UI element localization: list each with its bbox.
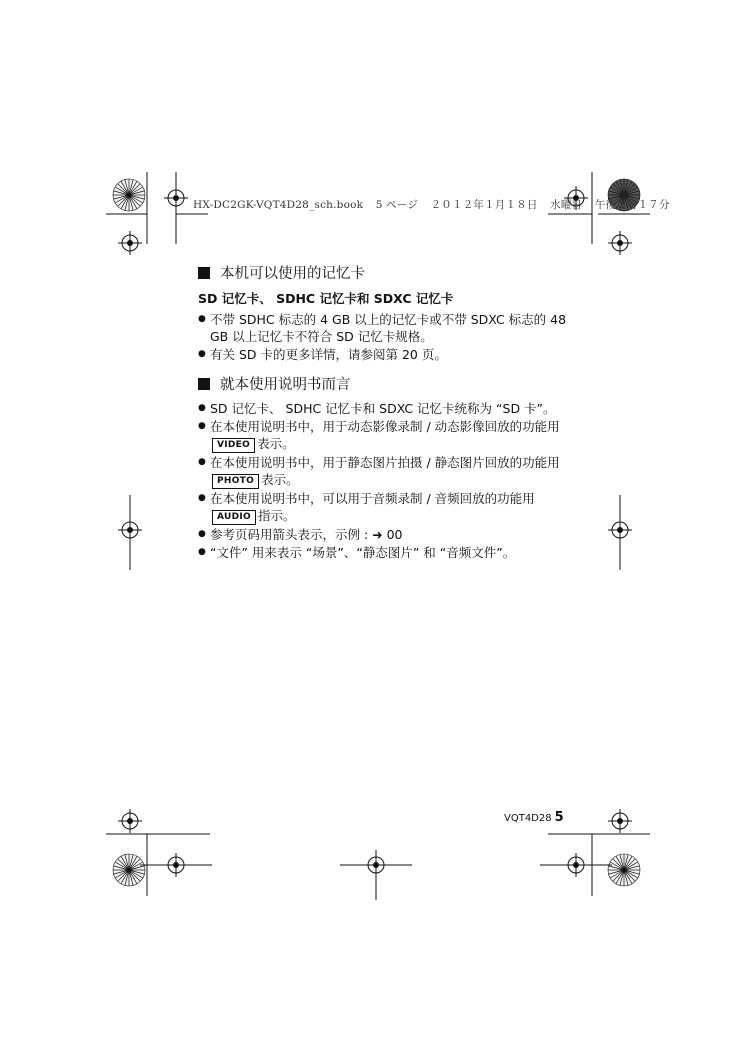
item-tail: 表示。	[261, 472, 299, 487]
heading-text: 就本使用说明书而言	[220, 377, 351, 393]
page-number: 5	[554, 810, 564, 825]
section-heading-cards	[198, 262, 568, 283]
list-item: ● 不带 SDHC 标志的 4 GB 以上的记忆卡或不带 SDXC 标志的 48 GB 以上记忆卡不符合 SD 记忆卡规格。	[198, 311, 568, 345]
page-folio	[504, 810, 564, 825]
list-item: ● 有关 SD 卡的更多详情，请参阅第 20 页。	[198, 346, 568, 363]
slug-time: 午後２時１７分	[594, 199, 670, 211]
slug-date: ２０１２年１月１８日	[430, 199, 538, 211]
card-types-subheading: SD 记忆卡、 SDHC 记忆卡和 SDXC 记忆卡	[198, 291, 454, 306]
slug-weekday: 水曜日	[550, 199, 583, 211]
page-content	[198, 262, 568, 562]
list-item: ● 参考页码用箭头表示，示例 : ➜ 00	[198, 526, 568, 543]
item-tail: 指示。	[257, 508, 296, 523]
doc-code: VQT4D28	[504, 813, 552, 824]
section-heading-manual	[198, 373, 568, 394]
list-item	[198, 418, 568, 453]
slug-file: HX-DC2GK-VQT4D28_sch.book	[193, 199, 364, 211]
heading-text: 本机可以使用的记忆卡	[220, 266, 365, 282]
audio-badge-icon: AUDIO	[212, 510, 256, 525]
video-badge-icon: VIDEO	[212, 438, 255, 453]
list-item: ● SD 记忆卡、 SDHC 记忆卡和 SDXC 记忆卡统称为 “SD 卡”。	[198, 400, 568, 417]
slug-page: 5 ページ	[375, 199, 419, 211]
item-text: 在本使用说明书中，用于静态图片拍摄 / 静态图片回放的功能用	[210, 455, 560, 470]
list-item	[198, 454, 568, 489]
item-text: 在本使用说明书中，用于动态影像录制 / 动态影像回放的功能用	[210, 419, 560, 434]
photo-badge-icon: PHOTO	[212, 474, 259, 489]
square-bullet-icon	[198, 267, 210, 279]
square-bullet-icon	[198, 378, 210, 390]
item-tail: 表示。	[257, 436, 295, 451]
list-item: ● “文件” 用来表示 “场景”、“静态图片” 和 “音频文件”。	[198, 544, 568, 561]
print-slug	[193, 197, 679, 212]
list-item	[198, 490, 568, 525]
item-text: 在本使用说明书中，可以用于音频录制 / 音频回放的功能用	[210, 491, 535, 506]
